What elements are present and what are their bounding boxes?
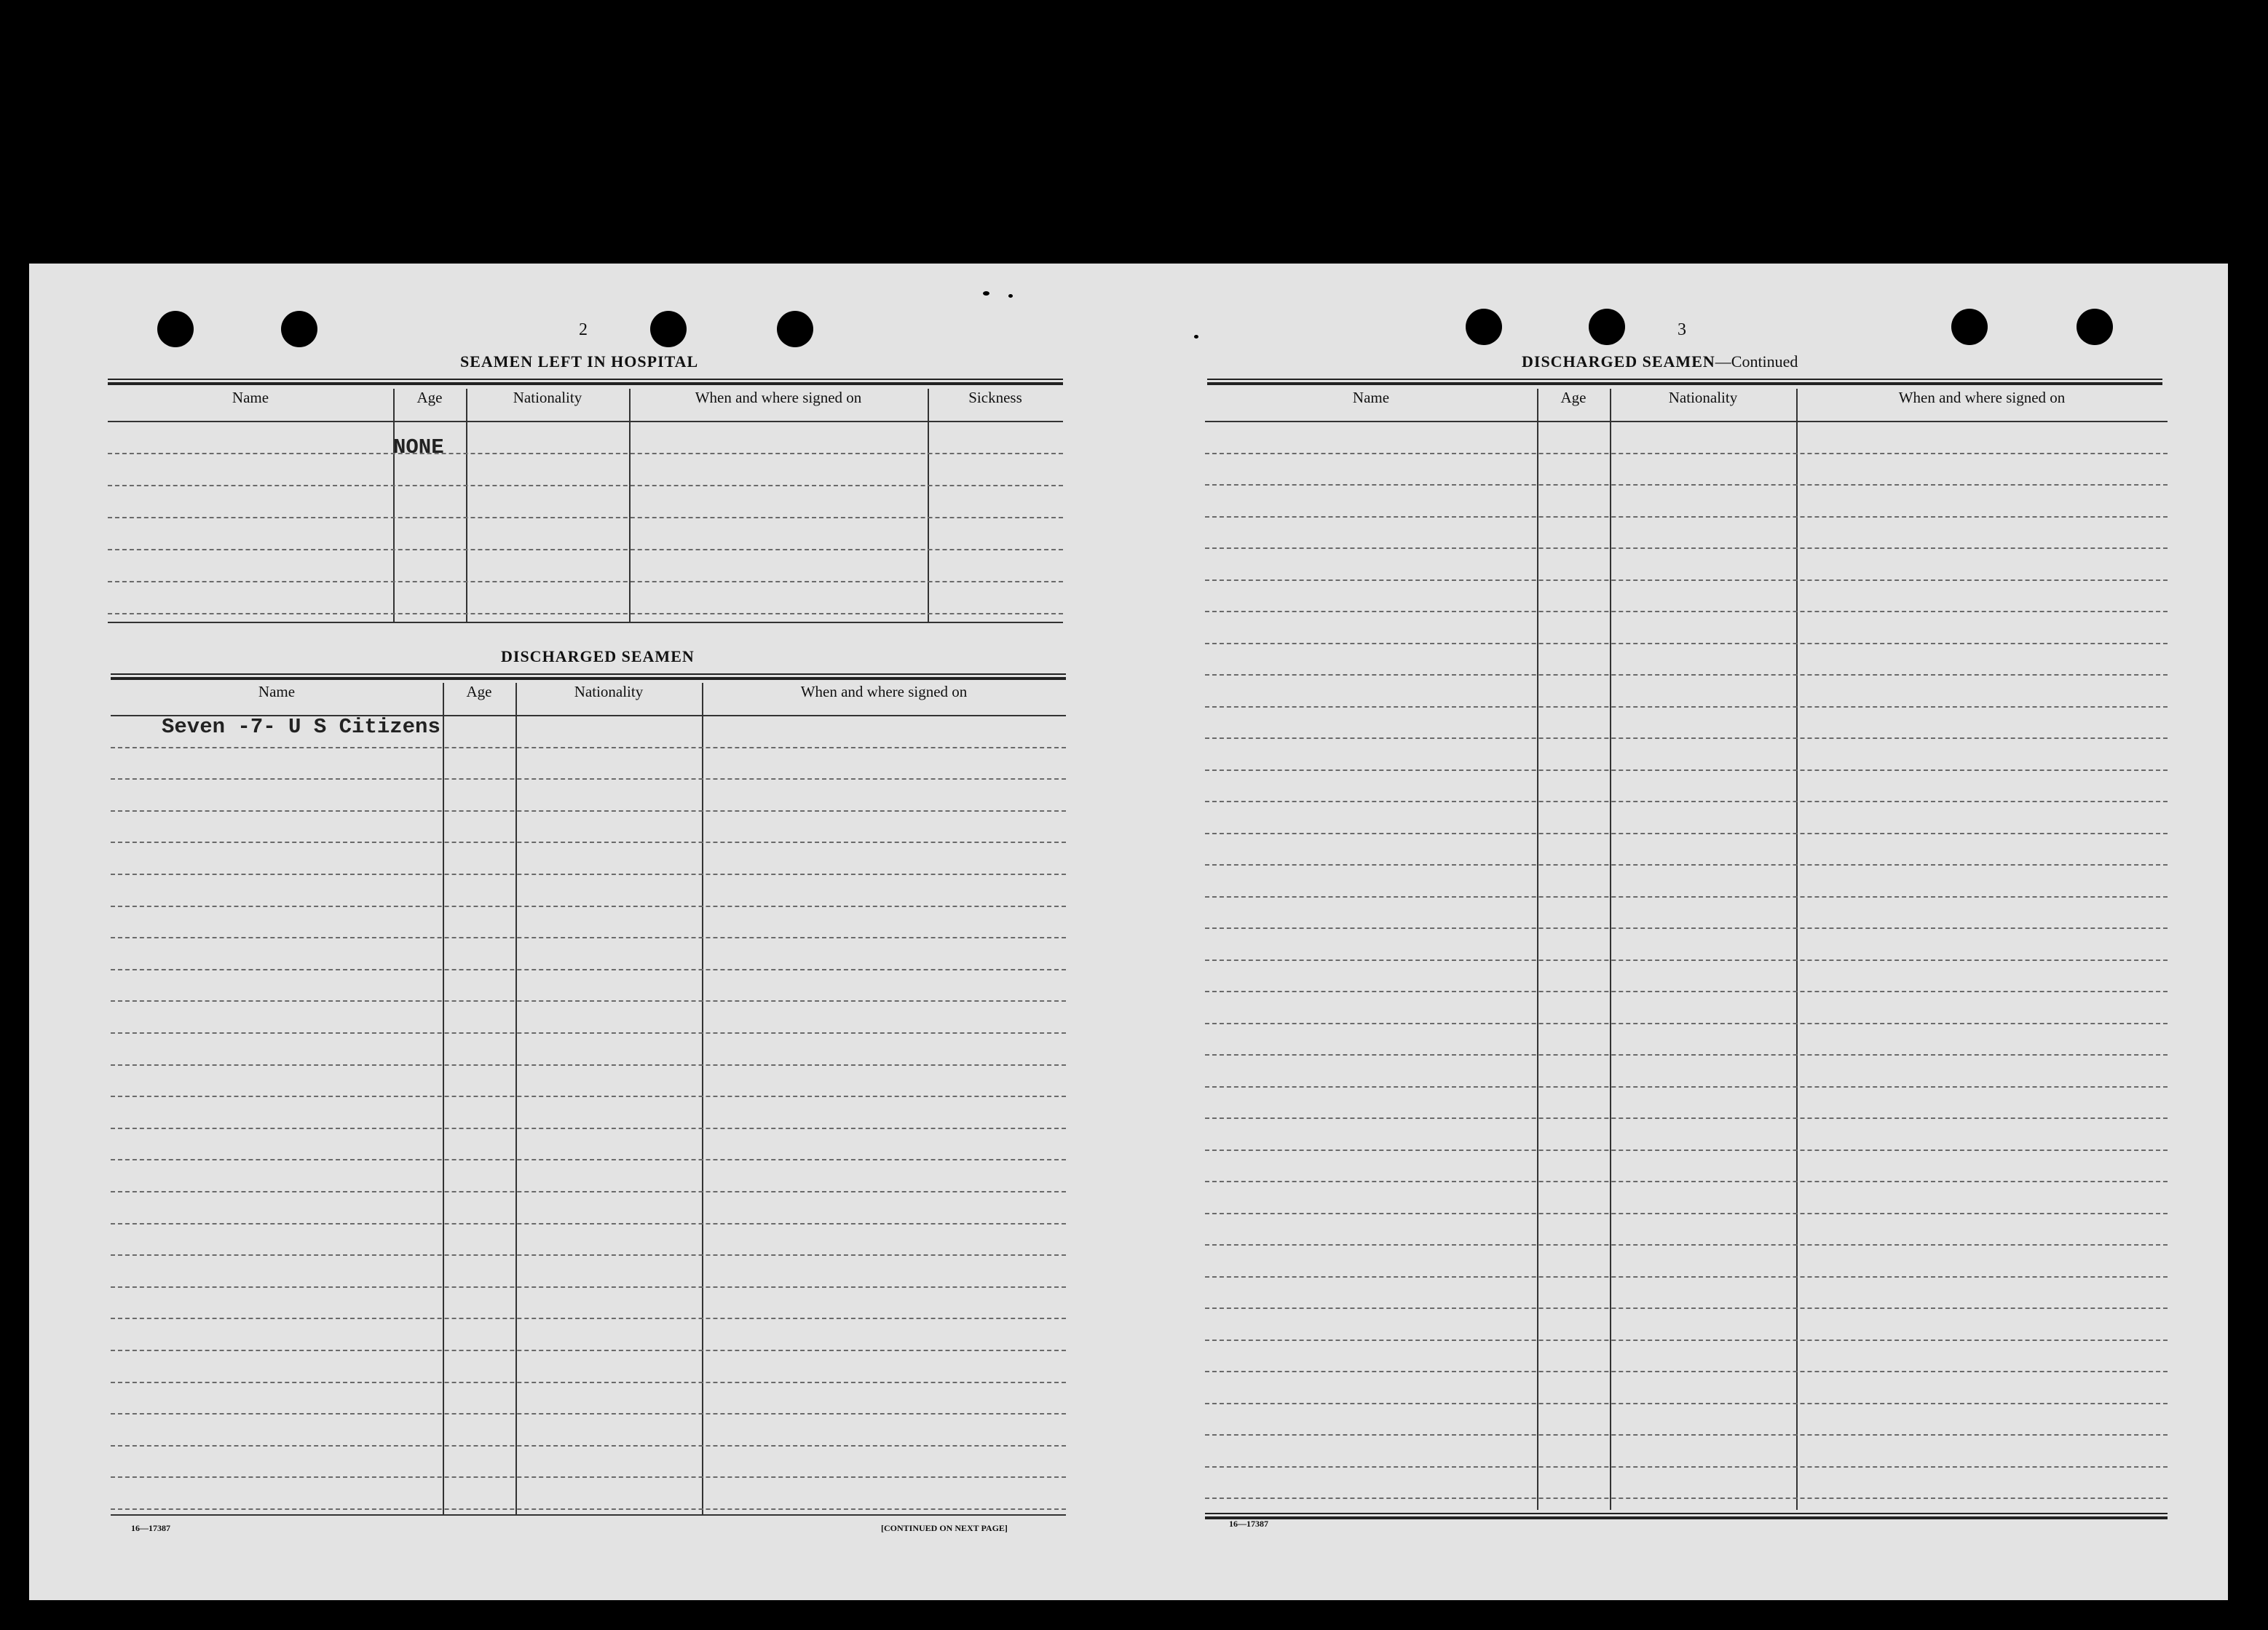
row-rule	[1205, 1117, 2168, 1119]
column-header: Nationality	[513, 389, 582, 406]
column-header: Name	[232, 389, 269, 406]
header-rule	[1205, 421, 2168, 422]
column-rule	[1610, 389, 1611, 1510]
row-rule	[1205, 579, 2168, 581]
row-rule	[1205, 1181, 2168, 1182]
row-rule	[1205, 801, 2168, 802]
row-rule	[1205, 484, 2168, 486]
column-header: Nationality	[574, 683, 644, 700]
discharged-continued-table	[1205, 389, 2168, 1510]
row-rule	[1205, 991, 2168, 992]
column-header: Age	[416, 389, 443, 406]
ledger-sheet	[29, 264, 2228, 1600]
column-rule	[1537, 389, 1538, 1510]
column-header: Age	[466, 683, 492, 700]
row-rule	[1205, 1340, 2168, 1341]
row-rule	[1205, 1466, 2168, 1468]
row-rule	[1205, 960, 2168, 961]
title-continued: —Continued	[1715, 352, 1798, 371]
row-rule	[1205, 453, 2168, 454]
column-header: Nationality	[1668, 389, 1738, 406]
handwritten-entry: Seven -7- U S Citizens	[162, 715, 440, 739]
continued-note: [CONTINUED ON NEXT PAGE]	[881, 1523, 1008, 1533]
row-rule	[1205, 1307, 2168, 1309]
column-header: Age	[1560, 389, 1587, 406]
page-number: 2	[579, 320, 588, 339]
row-rule	[1205, 1403, 2168, 1404]
row-rule	[1205, 611, 2168, 612]
row-rule	[1205, 1244, 2168, 1246]
row-rule	[1205, 1150, 2168, 1151]
row-rule	[1205, 737, 2168, 739]
row-rule	[1205, 769, 2168, 771]
column-header: When and where signed on	[695, 389, 862, 406]
double-rule	[1207, 379, 2162, 385]
right-page	[29, 264, 2228, 1600]
column-header: When and where signed on	[800, 683, 968, 700]
row-rule	[1205, 896, 2168, 898]
column-header: Name	[258, 683, 296, 700]
row-rule	[1205, 1213, 2168, 1214]
row-rule	[1205, 833, 2168, 834]
row-rule	[1205, 1371, 2168, 1372]
row-rule	[1205, 547, 2168, 549]
row-rule	[1205, 1086, 2168, 1088]
column-rule	[1796, 389, 1798, 1510]
row-rule	[1205, 706, 2168, 708]
row-rule	[1205, 643, 2168, 644]
handwritten-entry: NONE	[393, 435, 444, 459]
row-rule	[1205, 1434, 2168, 1436]
row-rule	[1205, 674, 2168, 676]
row-rule	[1205, 864, 2168, 866]
section-title-hospital: SEAMEN LEFT IN HOSPITAL	[460, 352, 699, 371]
title-main: DISCHARGED SEAMEN	[1522, 352, 1715, 371]
column-header: When and where signed on	[1898, 389, 2066, 406]
row-rule	[1205, 1023, 2168, 1024]
section-title-discharged: DISCHARGED SEAMEN	[501, 647, 695, 665]
form-number: 16—17387	[131, 1523, 170, 1533]
row-rule	[1205, 1054, 2168, 1056]
column-header: Sickness	[968, 389, 1022, 406]
row-rule	[1205, 516, 2168, 518]
form-number: 16—17387	[1229, 1519, 1268, 1529]
column-header: Name	[1352, 389, 1390, 406]
row-rule	[1205, 1498, 2168, 1499]
section-title-discharged-continued	[1522, 352, 1798, 371]
row-rule	[1205, 1276, 2168, 1278]
row-rule	[1205, 927, 2168, 929]
double-rule	[1205, 1513, 2168, 1519]
page-number: 3	[1678, 320, 1686, 339]
